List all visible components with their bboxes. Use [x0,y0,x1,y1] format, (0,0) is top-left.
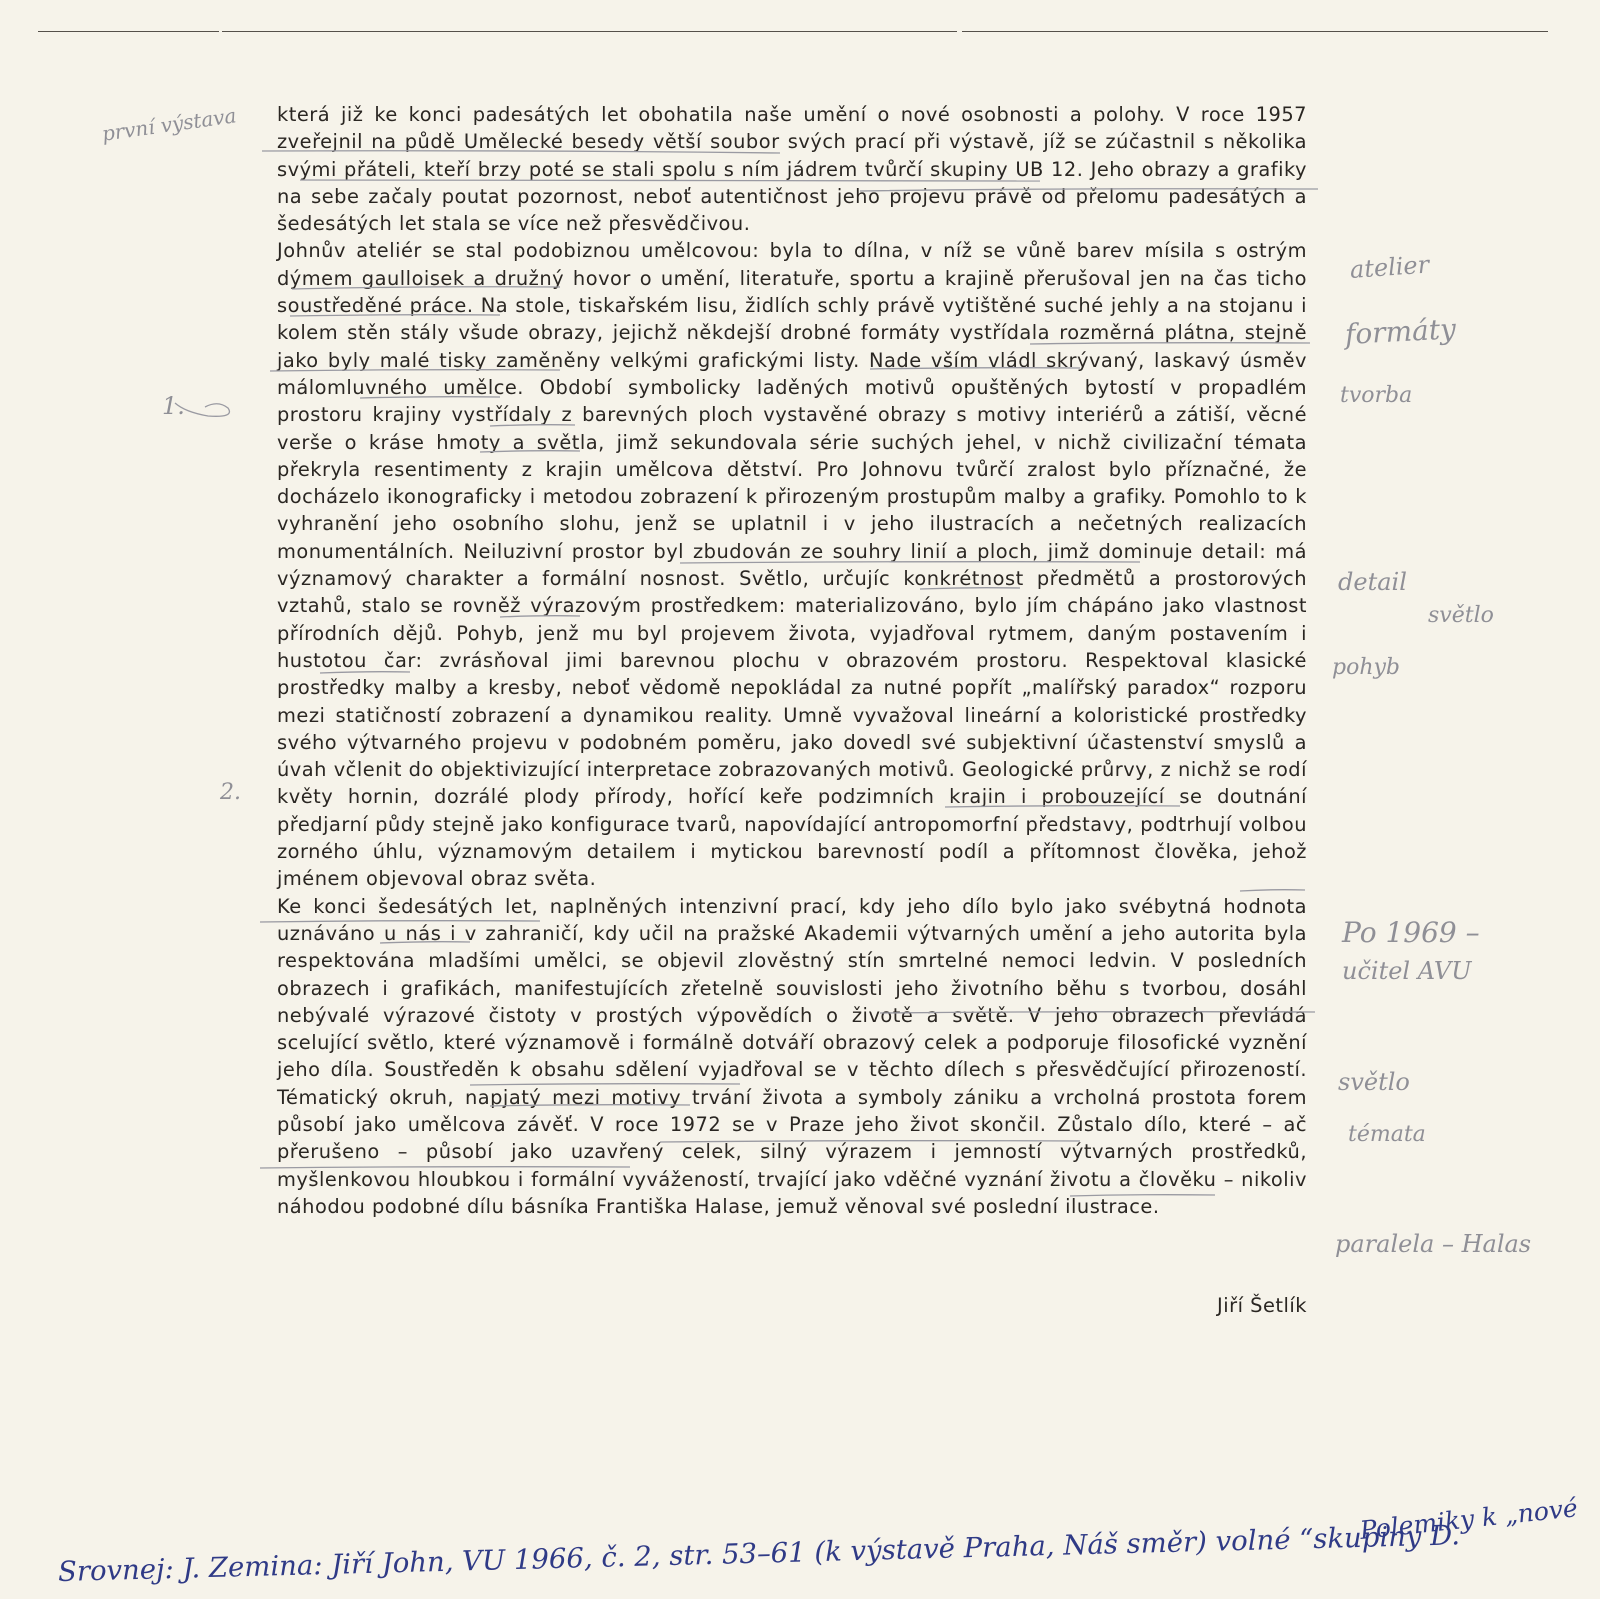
underline [660,1141,1080,1142]
underline [490,425,575,426]
margin-note-detail: detail [1338,568,1407,596]
underline [320,672,410,673]
footer-note-polemics: Polemiky k „nové [1358,1493,1580,1545]
underline [880,1012,1315,1013]
margin-note-after-1969: Po 1969 – [1342,916,1480,949]
underline [1240,890,1305,891]
paragraph-2: Johnův ateliér se stal podobiznou umělcovou: byla to dílna, v níž se vůně barev mísila s ostrým dýmem gaulloisek a družný hovor o umění, literatuře, sportu a krajině přerušoval jen na čas ticho soustředěné práce. Na stole, tiskařském lisu, židlích schly právě vytištěné suché jehly a na stojanu i kolem stěn stály všude obrazy, jejichž někdejší drobné formáty vystřídala rozměrná plátna, stejně jako byly malé tisky zaměněny velkými grafickými listy. Nade vším vládl skrývaný, laskavý úsměv málomluvného umělce. Období symbolicky laděných motivů opuštěných bytostí v propadlém prostoru krajiny vystřídaly z barevných ploch vystavěné obrazy s motivy interiérů a zátiší, věcné verše o kráse hmoty a světla, jimž sekundovala série suchých jehel, v nichž civilizační témata překryla resentimenty z krajin umělcova dětství. Pro Johnovu tvůrčí zralost bylo příznačné, že docházelo ikonograficky i metodou zobrazení k přirozeným prostupům malby a grafiky. Pomohlo to k vyhranění jeho osobního slohu, jenž se uplatnil i v jeho ilustracích a nečetných realizacích monumentálních. Neiluzivní prostor byl zbudován ze souhry linií a ploch, jimž dominuje detail: má významový charakter a formální nosnost. Světlo, určujíc konkrétnost předmětů a prostorových vztahů, stalo se rovněž výrazovým prostředkem: materializováno, bylo jím chápáno jako vlastnost přírodních dějů. Pohyb, jenž mu byl projevem života, vyjadřoval rytmem, daným postavením i hustotou čar: zvrásňoval jimi barevnou plochu v obrazovém prostoru. Respektoval klasické prostředky malby a kresby, neboť vědomě nepokládal za nutné popřít „malířský paradox“ rozporu mezi statičností zobrazení a dynamikou reality. Umně vyvažoval lineární a koloristické prostředky svého výtvarného projevu v podobném poměru, jako dovedl své subjektivní účastenství smyslů a úvah včlenit do objektivizující interpretace zobrazovaných motivů. Geologické průrvy, z nichž se rodí květy hornin, dozrálé plody přírody, hořící keře podzimních krajin i probouzející se doutnání předjarní půdy stejně jako konfigurace tvarů, napovídající antropomorfní představy, podtrhují volbou zorného úhlu, významovým detailem i mytickou barevností podíl a přítomnost člověka, jehož jménem objevoval obraz světa. [277,239,1307,891]
author-signature: Jiří Šetlík [1217,1294,1307,1317]
underline [292,287,560,289]
underline [300,180,1040,181]
paragraph-1: která již ke konci padesátých let obohatila naše umění o nové osobnosti a polohy. V roce 1957 zveřejnil na půdě Umělecké besedy větší soubor svých prací při výstavě, jíž se zúčastnil s několika svými přáteli, kteří brzy poté se stali spolu s ním jádrem tvůrčí skupiny UB 12. Jeho obrazy a grafiky na sebe začaly poutat pozornost, neboť autentičnost jeho projevu právě od přelomu padesátých a šedesátých let stala se více než přesvědčivou. [277,103,1307,236]
footer-note-reference: Srovnej: J. Zemina: Jiří John, VU 1966, č. 2, str. 53–61 (k výstavě Praha, Náš směr) volné “skupiny D. [57,1519,1461,1588]
underline [360,397,500,398]
underline [470,1084,740,1085]
underline [270,370,560,371]
underline [1030,343,1310,344]
margin-note-first-exhibition: první výstava [100,103,238,146]
underline [680,562,1140,563]
margin-note-parallel: paralela – Halas [1335,1230,1532,1258]
margin-note-temata: témata [1348,1122,1426,1147]
underline [290,315,500,316]
underline [260,1167,630,1168]
underline [1070,1195,1215,1196]
margin-note-atelier: atelier [1349,250,1430,284]
underline [380,942,470,943]
margin-note-formats: formáty [1344,312,1457,351]
underline [500,616,580,617]
underline [260,921,540,922]
paragraph-3: Ke konci šedesátých let, naplněných intenzivní prací, kdy jeho dílo bylo jako svébytná hodnota uznáváno u nás i v zahraničí, kdy učil na pražské Akademii výtvarných umění a jeho autorita byla respektována mladšími umělci, se objevil zlověstný stín smrtelné nemoci ledvin. V posledních obrazech i grafikách, manifestujících zřetelně souvislosti jeho životního běhu s tvorbou, dosáhl nebývalé výrazové čistoty v prostých výpovědích o životě a světě. V jeho obrazech převládá scelující světlo, které významově i formálně dotváří obrazový celek a podporuje filosofické vyznění jeho díla. Soustředěn k obsahu sdělení vyjadřoval se v těchto dílech s přesvědčující přirozeností. Tématický okruh, napjatý mezi motivy trvání života a symboly zániku a vrcholná prostota forem působí jako umělcova závěť. V roce 1972 se v Praze jeho život skončil. Zůstalo dílo, které – ač přerušeno – působí jako uzavřený celek, silný výrazem i jemností výtvarných prostředků, myšlenkovou hloubkou i formální vyvážeností, trvající jako vděčné vyznání životu a člověku – nikoliv náhodou podobné dílu básníka Františka Halase, jemuž věnoval své poslední ilustrace. [277,894,1307,1218]
margin-note-svetlo-2: světlo [1338,1068,1410,1096]
margin-note-symbol-2: 2. [220,780,241,805]
underline [870,368,1080,369]
underline [860,189,1318,191]
underline [920,588,1020,589]
underline [945,806,1180,807]
underline [480,451,580,452]
underline [262,151,780,153]
margin-note-svetlo: světlo [1428,603,1494,628]
margin-note-symbol-1: 1. [162,392,185,420]
margin-note-teacher: učitel AVU [1342,957,1472,985]
margin-note-pohyb: pohyb [1332,655,1401,680]
margin-note-tvorba: tvorba [1340,383,1413,408]
underline [490,1105,690,1106]
